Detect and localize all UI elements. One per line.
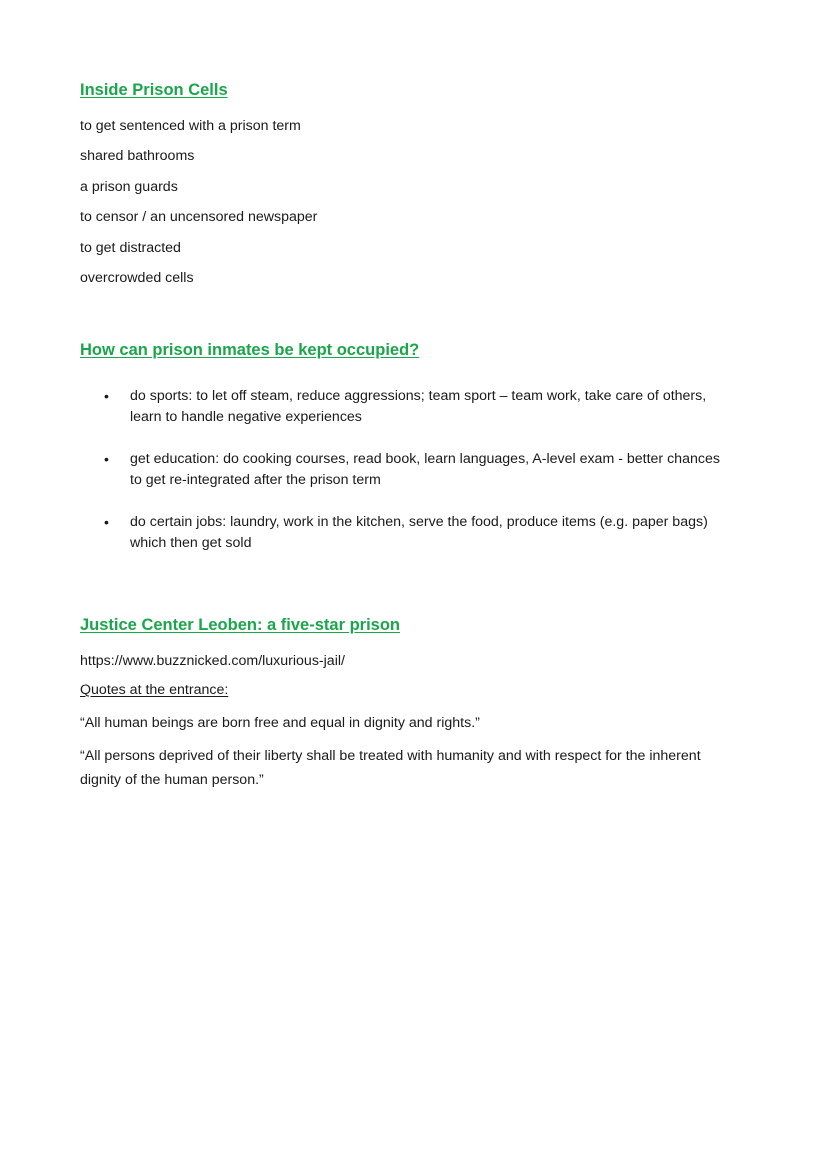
vocab-item: to censor / an uncensored newspaper xyxy=(80,209,318,225)
bullet-icon: • xyxy=(104,514,109,530)
bullet-icon: • xyxy=(104,451,109,467)
source-url: https://www.buzznicked.com/luxurious-jail/ xyxy=(80,653,345,669)
bullet-text: do sports: to let off steam, reduce aggressions; team sport – team work, take care of others, learn to handle negative experiences xyxy=(130,388,707,425)
section-heading-prison-cells: Inside Prison Cells xyxy=(80,81,228,99)
vocab-item: a prison guards xyxy=(80,179,178,195)
bullet-icon: • xyxy=(104,388,109,404)
bullet-text: do certain jobs: laundry, work in the kitchen, serve the food, produce items (e.g. paper bags) which then get sold xyxy=(130,514,708,551)
quotes-label: Quotes at the entrance: xyxy=(80,682,229,698)
vocab-item: to get distracted xyxy=(80,240,181,256)
quote-text: “All human beings are born free and equal in dignity and rights.” xyxy=(80,715,480,731)
bullet-text: get education: do cooking courses, read book, learn languages, A-level exam - better chances to get re-integrated after the prison term xyxy=(130,451,720,488)
section-heading-justice-center: Justice Center Leoben: a five-star prison xyxy=(80,616,401,634)
vocab-item: shared bathrooms xyxy=(80,148,195,164)
vocab-item: to get sentenced with a prison term xyxy=(80,118,301,134)
vocab-item: overcrowded cells xyxy=(80,270,194,286)
section-heading-inmates-occupied: How can prison inmates be kept occupied? xyxy=(80,341,420,359)
quote-text: “All persons deprived of their liberty shall be treated with humanity and with respect for the inherent dignity of the human person.” xyxy=(80,748,701,788)
